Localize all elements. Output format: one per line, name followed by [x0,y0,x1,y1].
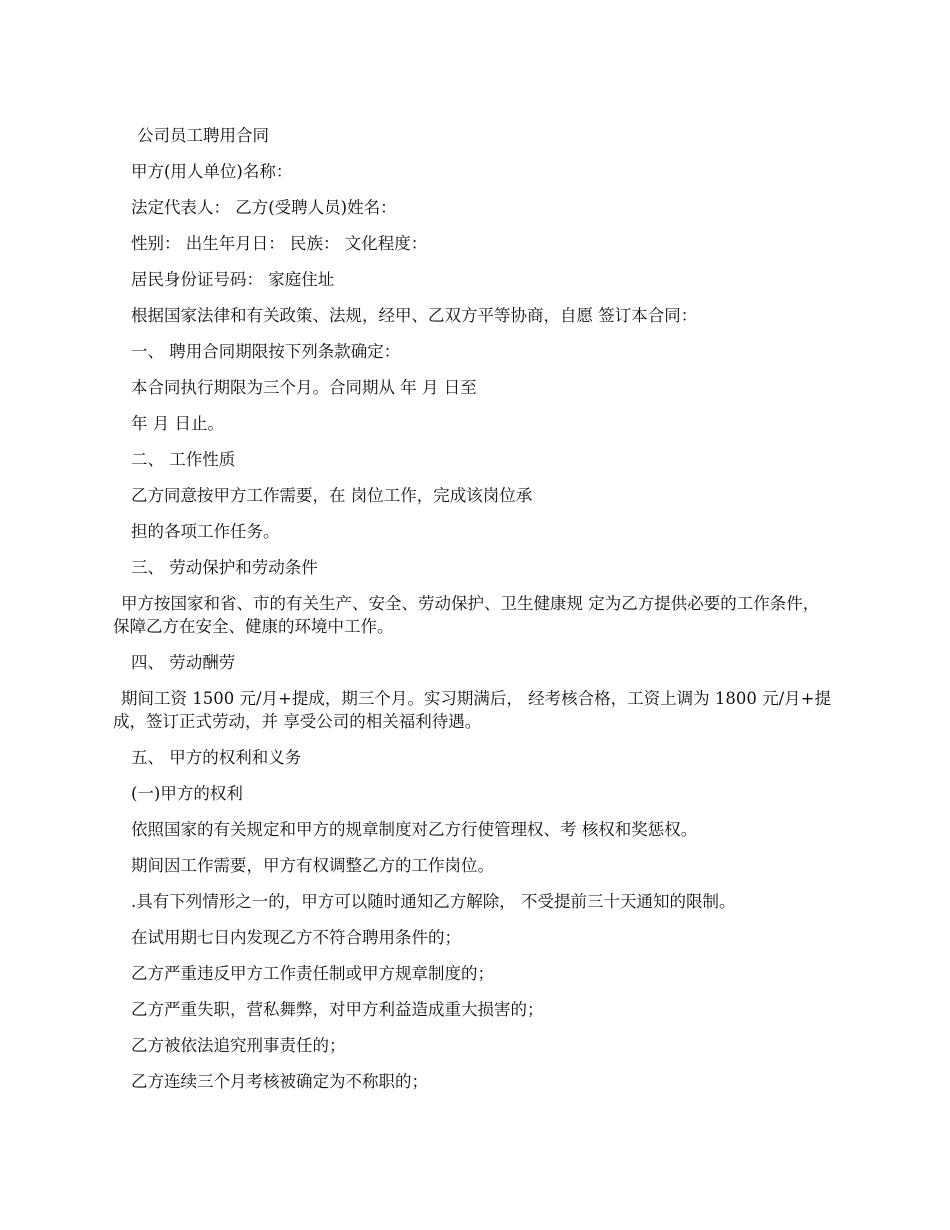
condition-line-2: 乙方严重违反甲方工作责任制或甲方规章制度的； [131,964,494,983]
condition-line-4: 乙方被依法追究刑事责任的； [131,1036,346,1055]
condition-line-1: 在试用期七日内发现乙方不符合聘用条件的； [131,928,461,947]
party-a-name-line: 甲方(用人单位)名称： [131,162,293,181]
rights-line-1: 依照国家的有关规定和甲方的规章制度对乙方行使管理权、考 核权和奖惩权。 [131,820,698,839]
legal-rep-line: 法定代表人： 乙方(受聘人员)姓名： [131,198,397,217]
personal-info-line: 性别： 出生年月日： 民族： 文化程度： [131,234,428,253]
work-line-2: 担的各项工作任务。 [131,522,280,541]
section-heading-rights: 五、 甲方的权利和义务 [131,748,302,767]
rights-line-2: 期间因工作需要，甲方有权调整乙方的工作岗位。 [131,856,494,875]
term-line-1: 本合同执行期限为三个月。合同期从 年 月 日至 [131,378,477,397]
preamble-line: 根据国家法律和有关政策、法规，经甲、乙双方平等协商，自愿 签订本合同： [131,306,698,325]
section-heading-protection: 三、 劳动保护和劳动条件 [131,558,318,577]
section-heading-pay: 四、 劳动酬劳 [131,653,236,672]
protection-paragraph: 甲方按国家和省、市的有关生产、安全、劳动保护、卫生健康规 定为乙方提供必要的工作条件，保障乙方在安全、健康的环境中工作。 [113,594,820,636]
condition-line-3: 乙方严重失职，营私舞弊，对甲方利益造成重大损害的； [131,1000,544,1019]
condition-line-5: 乙方连续三个月考核被确定为不称职的； [131,1072,428,1091]
subsection-heading-rights: (一)甲方的权利 [131,784,243,803]
work-line-1: 乙方同意按甲方工作需要，在 岗位工作，完成该岗位承 [131,486,533,505]
id-address-line: 居民身份证号码： 家庭住址 [131,270,335,289]
section-heading-work: 二、 工作性质 [131,450,236,469]
rights-line-3: .具有下列情形之一的，甲方可以随时通知乙方解除， 不受提前三十天通知的限制。 [131,892,736,911]
term-line-2: 年 月 日止。 [131,414,224,433]
pay-paragraph: 期间工资 1500 元/月+提成，期三个月。实习期满后， 经考核合格，工资上调为 1800 元/月+提成，签订正式劳动，并 享受公司的相关福利待遇。 [113,689,831,731]
document-title: 公司员工聘用合同 [137,126,269,145]
section-heading-term: 一、 聘用合同期限按下列条款确定： [131,342,401,361]
document-body [113,124,833,1106]
